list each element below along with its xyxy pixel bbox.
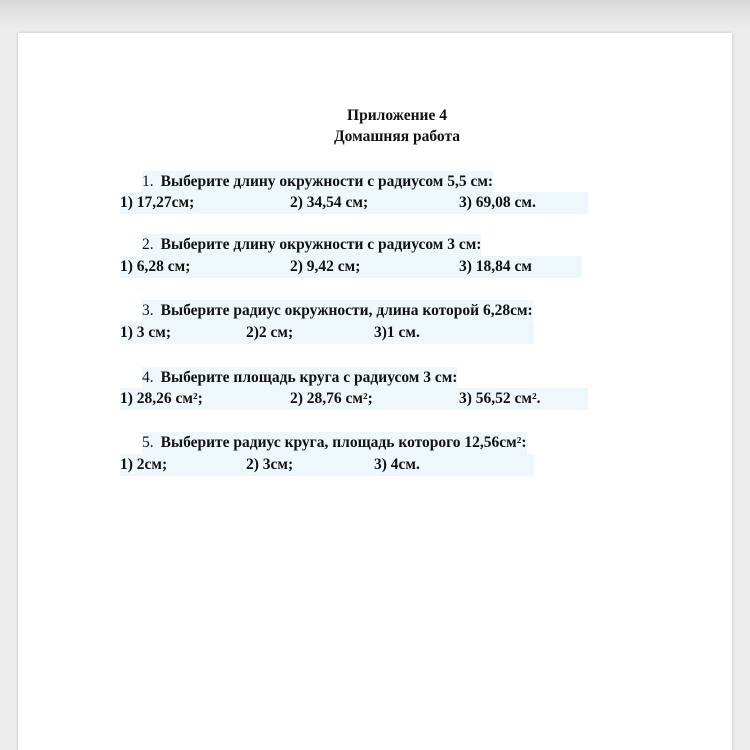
answer-option: 1) 6,28 см; xyxy=(120,258,191,275)
question-3 xyxy=(142,300,533,322)
question-1 xyxy=(142,171,493,193)
answer-option: 1) 2см; xyxy=(120,456,168,473)
answer-option: 2) 3см; xyxy=(246,456,294,473)
answer-option: 2)2 см; xyxy=(246,324,294,341)
answer-options-1 xyxy=(120,192,588,214)
question-2 xyxy=(142,234,481,256)
answer-option: 2) 28,76 см²; xyxy=(290,390,373,407)
question-number: 5. xyxy=(142,434,154,451)
question-text: Выберите площадь круга с радиусом 3 см: xyxy=(160,369,458,386)
answer-option: 3)1 см. xyxy=(374,324,420,341)
answer-option: 3) 56,52 см². xyxy=(459,390,541,407)
answer-option: 2) 9,42 см; xyxy=(290,258,361,275)
answer-options-2 xyxy=(120,256,582,278)
answer-option: 3) 69,08 см. xyxy=(459,194,536,211)
homework-heading: Домашняя работа xyxy=(334,128,460,145)
document-page xyxy=(18,33,732,750)
answer-options-5 xyxy=(120,454,534,476)
question-text: Выберите длину окружности с радиусом 5,5 см: xyxy=(160,173,494,190)
answer-option: 1) 28,26 см²; xyxy=(120,390,203,407)
question-text: Выберите радиус окружности, длина которой 6,28см: xyxy=(160,302,533,319)
answer-options-3 xyxy=(120,322,534,344)
question-number: 4. xyxy=(142,369,154,386)
question-number: 1. xyxy=(142,173,154,190)
question-number: 3. xyxy=(142,302,154,319)
question-text: Выберите радиус круга, площадь которого 12,56см²: xyxy=(160,434,527,451)
answer-option: 3) 4см. xyxy=(374,456,420,473)
answer-option: 3) 18,84 см xyxy=(459,258,532,275)
answer-option: 2) 34,54 см; xyxy=(290,194,369,211)
question-4 xyxy=(142,367,457,389)
appendix-heading: Приложение 4 xyxy=(347,107,447,124)
question-text: Выберите длину окружности с радиусом 3 см: xyxy=(160,236,482,253)
question-5 xyxy=(142,432,527,454)
answer-option: 1) 3 см; xyxy=(120,324,172,341)
question-number: 2. xyxy=(142,236,154,253)
answer-options-4 xyxy=(120,388,588,410)
answer-option: 1) 17,27см; xyxy=(120,194,195,211)
